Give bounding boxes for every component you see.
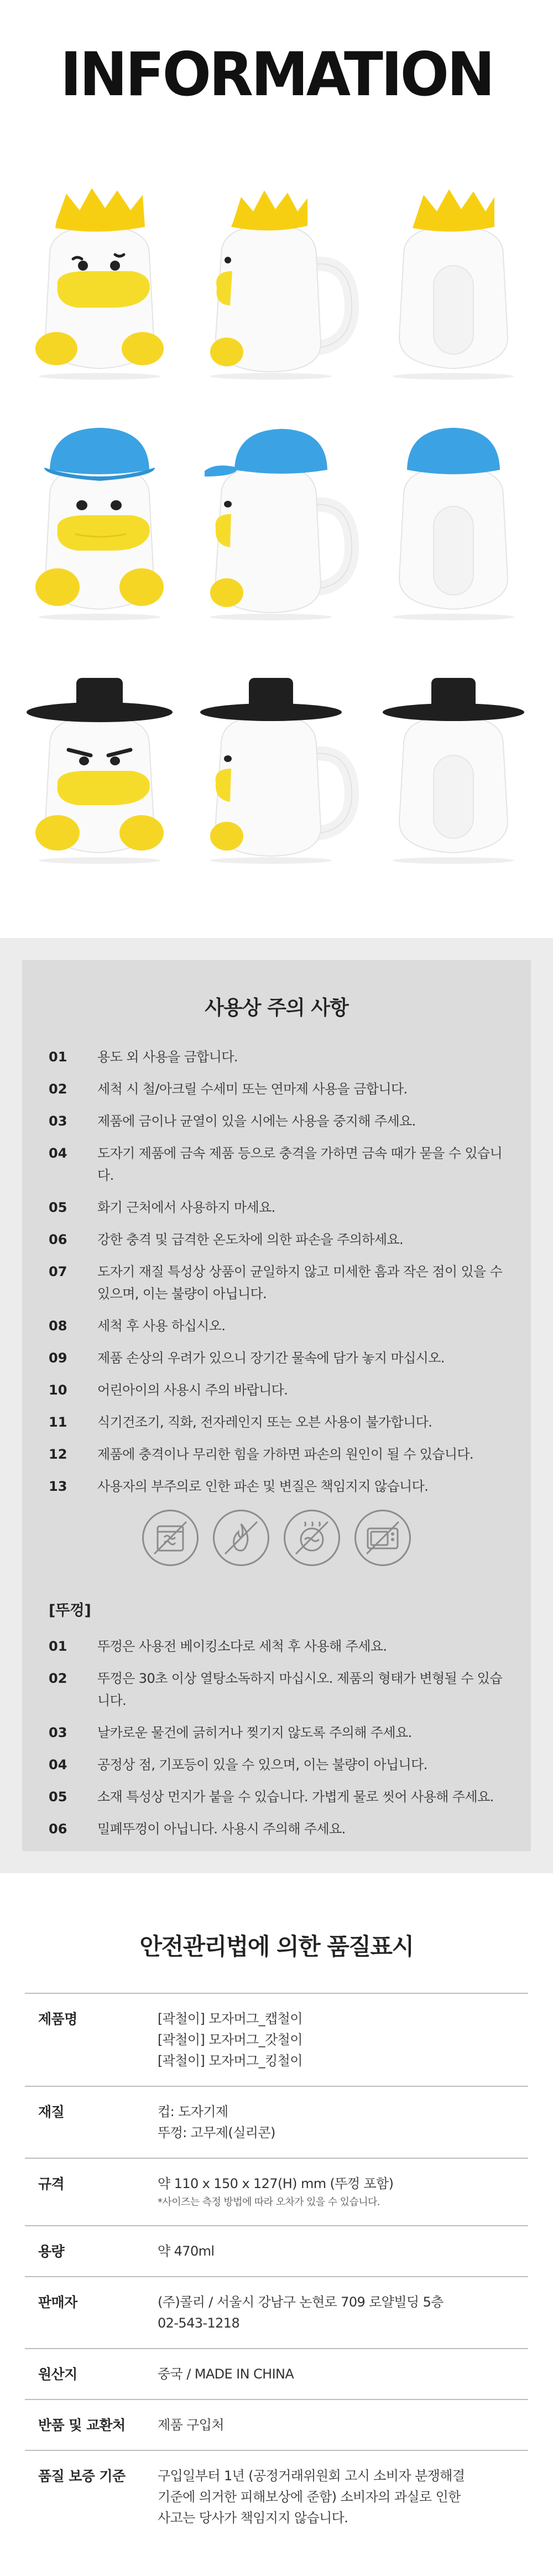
- item-text: 밀폐뚜껑이 아닙니다. 사용시 주의해 주세요.: [97, 1821, 346, 1837]
- caution-list: [22, 1020, 531, 1497]
- item-text: 뚜껑은 사용전 베이킹소다로 세척 후 사용해 주세요.: [97, 1639, 387, 1654]
- lid-caution-item: [49, 1722, 531, 1744]
- row-label: 품질 보증 기준: [38, 2468, 126, 2484]
- caution-panel: [22, 960, 531, 1851]
- row-value: [158, 2158, 528, 2226]
- quality-title: 안전관리법에 의한 품질표시: [139, 1933, 414, 1960]
- item-number: 13: [49, 1479, 67, 1494]
- item-text: 제품 손상의 우려가 있으니 장기간 물속에 담가 놓지 마십시오.: [97, 1350, 445, 1366]
- item-text: 날카로운 물건에 긁히거나 찢기지 않도록 주의해 주세요.: [97, 1725, 412, 1740]
- table-row: [25, 1993, 528, 2086]
- item-text: 어린아이의 사용시 주의 바랍니다.: [97, 1382, 288, 1398]
- caution-item: [49, 1110, 531, 1132]
- value-line: 중국 / MADE IN CHINA: [158, 2366, 294, 2382]
- value-line: [곽철이] 모자머그_킹철이: [158, 2053, 302, 2069]
- lid-caution-item: [49, 1818, 531, 1840]
- item-number: 01: [49, 1639, 67, 1654]
- item-number: 06: [49, 1232, 67, 1247]
- item-number: 04: [49, 1757, 67, 1772]
- value-line: 컵: 도자기제: [158, 2104, 228, 2119]
- table-row: [25, 2158, 528, 2226]
- item-number: 04: [49, 1146, 67, 1161]
- item-number: 11: [49, 1414, 67, 1430]
- table-row: [25, 2277, 528, 2349]
- header: [0, 0, 553, 133]
- row-value: [158, 1993, 528, 2086]
- row-value: [158, 2399, 528, 2450]
- cap-mug-side-image: [199, 423, 354, 623]
- crown-mug-front-image: [22, 183, 177, 382]
- item-text: 뚜껑은 30초 이상 열탕소독하지 마십시오. 제품의 형태가 변형될 수 있습니다.: [97, 1671, 502, 1708]
- gat-mug-back-image: [376, 667, 531, 866]
- product-image-grid: [0, 133, 553, 938]
- lid-heading: [뚜껑]: [49, 1602, 91, 1619]
- gat-mug-side-image: [199, 667, 354, 866]
- row-value: [158, 2086, 528, 2158]
- no-open-flame-icon: [213, 1510, 269, 1566]
- item-number: 02: [49, 1671, 67, 1686]
- caution-item: [49, 1229, 531, 1251]
- item-text: 식기건조기, 직화, 전자레인지 또는 오븐 사용이 불가합니다.: [97, 1414, 432, 1430]
- row-label: 용량: [38, 2243, 65, 2259]
- value-line: 약 470ml: [158, 2243, 215, 2259]
- caution-title: 사용상 주의 사항: [205, 997, 348, 1019]
- value-line: 뚜껑: 고무제(실리콘): [158, 2125, 275, 2140]
- item-number: 01: [49, 1049, 67, 1065]
- caution-item: [49, 1142, 531, 1186]
- item-text: 강한 충격 및 급격한 온도차에 의한 파손을 주의하세요.: [97, 1232, 404, 1247]
- item-text: 소재 특성상 먼지가 붙을 수 있습니다. 가볍게 물로 씻어 사용해 주세요.: [97, 1789, 494, 1805]
- item-text: 제품에 금이나 균열이 있을 시에는 사용을 중지해 주세요.: [97, 1113, 416, 1129]
- value-line: 02-543-1218: [158, 2315, 240, 2331]
- caution-item: [49, 1475, 531, 1497]
- no-microwave-icon: [354, 1510, 411, 1566]
- care-icons: [22, 1510, 531, 1566]
- row-value: [158, 2450, 528, 2543]
- row-value: [158, 2226, 528, 2277]
- page-title: INFORMATION: [60, 38, 493, 110]
- item-number: 05: [49, 1789, 67, 1805]
- no-oven-icon: [284, 1510, 340, 1566]
- table-row: [25, 2349, 528, 2399]
- item-text: 제품에 충격이나 무리한 힘을 가하면 파손의 원인이 될 수 있습니다.: [97, 1447, 474, 1462]
- caution-item: [49, 1196, 531, 1219]
- caution-item: [49, 1347, 531, 1369]
- item-text: 용도 외 사용을 금합니다.: [97, 1049, 238, 1065]
- value-line: 약 110 x 150 x 127(H) mm (뚜껑 포함): [158, 2176, 394, 2191]
- item-text: 도자기 제품에 금속 제품 등으로 충격을 가하면 금속 때가 묻을 수 있습니다.: [97, 1146, 503, 1183]
- row-value: [158, 2349, 528, 2399]
- item-number: 12: [49, 1447, 67, 1462]
- table-row: [25, 2450, 528, 2543]
- no-dishwasher-icon: [142, 1510, 199, 1566]
- row-label: 판매자: [38, 2294, 77, 2310]
- caution-item: [49, 1443, 531, 1465]
- value-line: (주)콜리 / 서울시 강남구 논현로 709 로얄빌딩 5층: [158, 2294, 444, 2310]
- row-value: [158, 2277, 528, 2349]
- caution-item: [49, 1046, 531, 1068]
- table-row: [25, 2086, 528, 2158]
- item-number: 03: [49, 1725, 67, 1740]
- value-line: 사고는 당사가 책임지지 않습니다.: [158, 2510, 348, 2526]
- item-text: 세척 시 철/아크릴 수세미 또는 연마제 사용을 금합니다.: [97, 1081, 408, 1097]
- cap-mug-front-image: [22, 423, 177, 623]
- item-text: 공정상 점, 기포등이 있을 수 있으며, 이는 불량이 아닙니다.: [97, 1757, 427, 1772]
- gat-mug-front-image: [22, 667, 177, 866]
- lid-caution-list: [22, 1635, 531, 1840]
- lid-caution-item: [49, 1635, 531, 1657]
- row-label: 원산지: [38, 2366, 77, 2382]
- size-note: *사이즈는 측정 방법에 따라 오차가 있을 수 있습니다.: [158, 2196, 380, 2208]
- caution-item: [49, 1261, 531, 1305]
- item-number: 10: [49, 1382, 67, 1398]
- item-number: 02: [49, 1081, 67, 1097]
- quality-table: [25, 1993, 528, 2543]
- item-text: 사용자의 부주의로 인한 파손 및 변질은 책임지지 않습니다.: [97, 1479, 429, 1494]
- value-line: [곽철이] 모자머그_갓철이: [158, 2032, 302, 2048]
- item-text: 세척 후 사용 하십시오.: [97, 1318, 226, 1334]
- row-label: 제품명: [38, 2011, 77, 2027]
- item-number: 05: [49, 1200, 67, 1215]
- quality-label-section: [0, 1873, 553, 2576]
- row-label: 재질: [38, 2104, 65, 2120]
- value-line: [곽철이] 모자머그_캡철이: [158, 2011, 302, 2026]
- item-number: 08: [49, 1318, 67, 1334]
- lid-caution-item: [49, 1754, 531, 1776]
- item-number: 06: [49, 1821, 67, 1837]
- item-text: 화기 근처에서 사용하지 마세요.: [97, 1200, 275, 1215]
- caution-item: [49, 1315, 531, 1337]
- item-number: 09: [49, 1350, 67, 1366]
- caution-item: [49, 1379, 531, 1401]
- item-text: 도자기 재질 특성상 상품이 균일하지 않고 미세한 흠과 작은 점이 있을 수 있으며, 이는 불량이 아닙니다.: [97, 1264, 503, 1302]
- row-label: 규격: [38, 2176, 65, 2192]
- lid-caution-item: [49, 1786, 531, 1808]
- caution-section: [0, 938, 553, 1873]
- item-number: 07: [49, 1264, 67, 1279]
- cap-mug-back-image: [376, 423, 531, 623]
- value-line: 제품 구입처: [158, 2417, 224, 2433]
- item-number: 03: [49, 1113, 67, 1129]
- caution-item: [49, 1411, 531, 1433]
- row-label: 반품 및 교환처: [38, 2417, 126, 2433]
- crown-mug-back-image: [376, 183, 531, 382]
- lid-caution-item: [49, 1667, 531, 1712]
- table-row: [25, 2226, 528, 2277]
- caution-item: [49, 1078, 531, 1100]
- crown-mug-side-image: [199, 183, 354, 382]
- table-row: [25, 2399, 528, 2450]
- value-line: 구입일부터 1년 (공정거래위원회 고시 소비자 분쟁해결: [158, 2468, 465, 2484]
- value-line: 기준에 의거한 피해보상에 준함) 소비자의 과실로 인한: [158, 2489, 461, 2505]
